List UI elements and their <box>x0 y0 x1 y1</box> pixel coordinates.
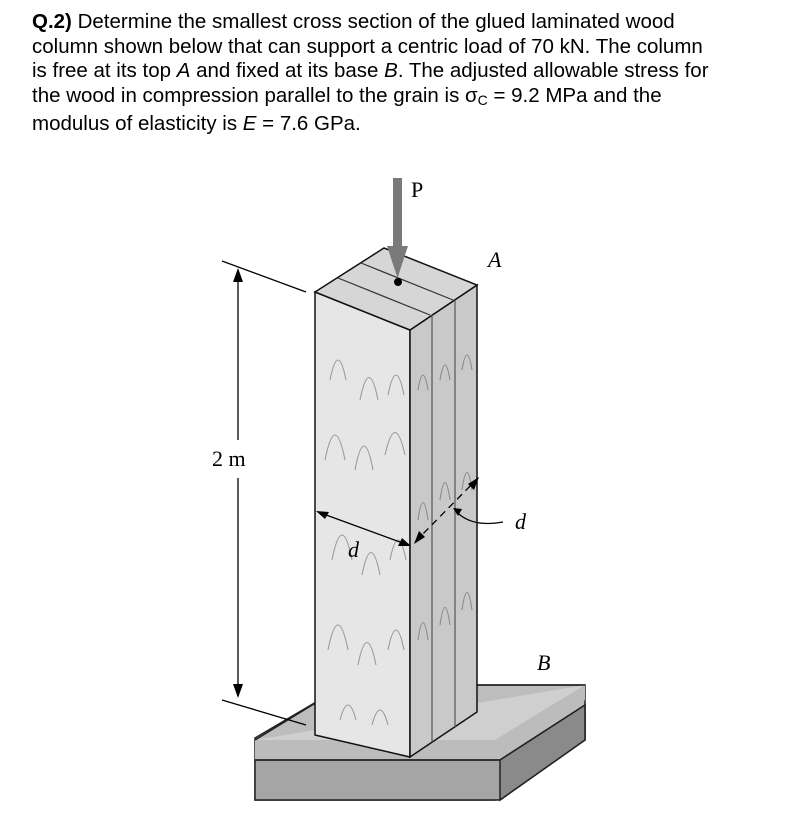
question-line-4: the wood in compression parallel to the grain is $\sigma_C = 9.2$ MPa and the <box>32 83 662 108</box>
base-label-b: B <box>537 650 551 675</box>
question-text-1: Determine the smallest cross section of the glued laminated wood <box>77 10 675 33</box>
question-line-5: modulus of elasticity is E = 7.6 GPa. <box>32 112 361 135</box>
question-line-3: is free at its top A and fixed at its base B. The adjusted allowable stress for <box>32 59 709 82</box>
question-line-2: column shown below that can support a centric load of 70 kN. The column <box>32 34 703 58</box>
height-dimension <box>222 261 306 725</box>
sigma-subscript: C <box>477 91 488 108</box>
sigma-symbol: σ <box>465 83 478 107</box>
column-front-face <box>315 292 410 757</box>
column-side-face <box>410 285 477 757</box>
side-width-label: d <box>515 509 526 534</box>
load-point <box>394 278 402 286</box>
top-label-a: A <box>488 247 502 272</box>
wood-column <box>315 248 477 757</box>
load-label: P <box>411 177 424 202</box>
front-width-label: d <box>348 537 359 562</box>
height-label: 2 m <box>212 446 246 471</box>
question-number: Q.2) <box>32 10 72 33</box>
